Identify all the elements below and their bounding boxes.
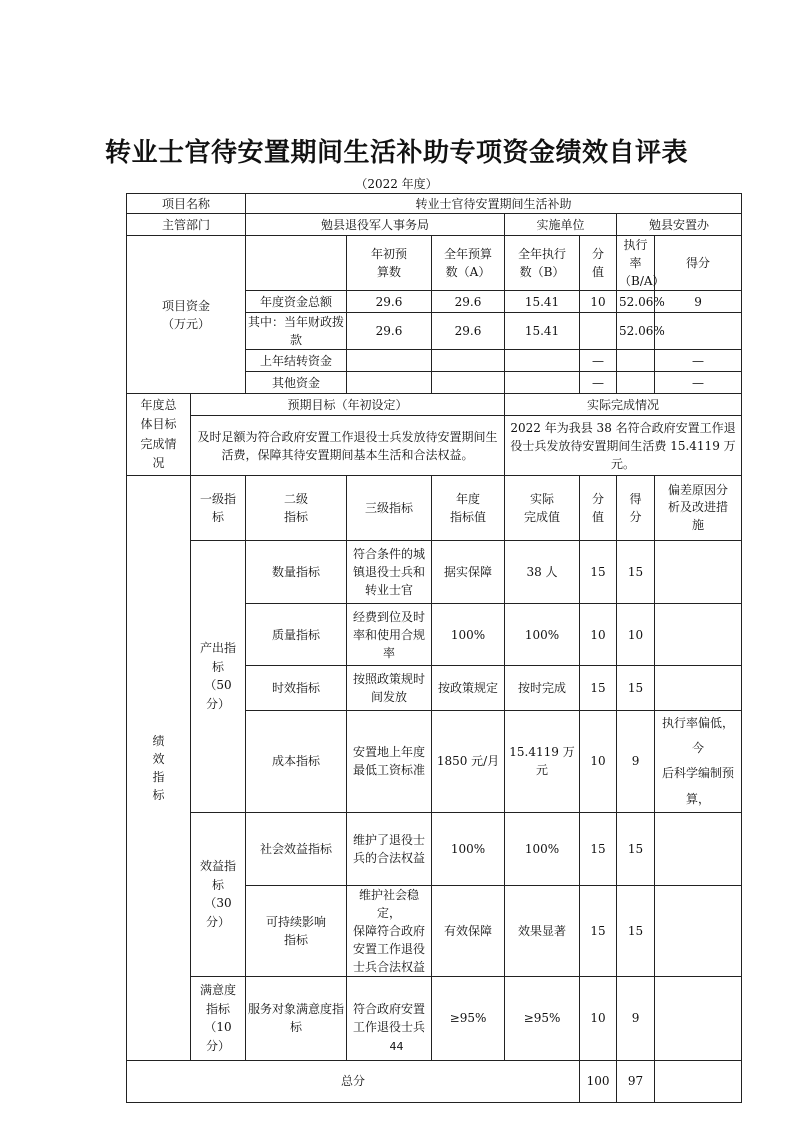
funds-exec xyxy=(505,350,580,372)
indicator-row xyxy=(127,812,742,885)
funds-row-label: 其中：当年财政拨款 xyxy=(246,313,347,350)
funds-got: 9 xyxy=(655,291,742,313)
level2-indicator: 质量指标 xyxy=(246,604,347,666)
col-initial-header: 年初预 算数 xyxy=(347,236,432,291)
funds-row-label: 其他资金 xyxy=(246,372,347,394)
funds-initial xyxy=(347,372,432,394)
indicator-row xyxy=(127,541,742,604)
funds-rate: 52.06% xyxy=(617,291,655,313)
actual-value-header: 实际 完成值 xyxy=(505,476,580,541)
score-header: 分 值 xyxy=(580,476,617,541)
level3-indicator: 维护了退役士 兵的合法权益 xyxy=(347,812,432,885)
funds-rate xyxy=(617,350,655,372)
level3-indicator: 维护社会稳定， 保障符合政府 安置工作退役 士兵合法权益 xyxy=(347,885,432,976)
page-title: 转业士官待安置期间生活补助专项资金绩效自评表 xyxy=(104,138,688,168)
level2-indicator: 成本指标 xyxy=(246,711,347,813)
department-label: 主管部门 xyxy=(127,214,246,236)
funds-full xyxy=(432,350,505,372)
year-label: （2022 年度） xyxy=(355,177,438,191)
score-value: 15 xyxy=(580,541,617,604)
funds-score xyxy=(580,313,617,350)
funds-full: 29.6 xyxy=(432,291,505,313)
target-value: 有效保障 xyxy=(432,885,505,976)
funds-got: — xyxy=(655,350,742,372)
deviation-reason xyxy=(655,885,742,976)
funds-full: 29.6 xyxy=(432,313,505,350)
level2-indicator: 可持续影响 指标 xyxy=(246,885,347,976)
funds-rate: 52.06% xyxy=(617,313,655,350)
actual-value: 38 人 xyxy=(505,541,580,604)
project-name-label: 项目名称 xyxy=(127,194,246,214)
got-value: 10 xyxy=(617,604,655,666)
target-header: 年度 指标值 xyxy=(432,476,505,541)
actual-header: 实际完成情况 xyxy=(505,394,742,416)
expected-goal-text: 及时足额为符合政府安置工作退役士兵发放待安置期间生活费，保障其待安置期间基本生活和合法权益。 xyxy=(191,416,505,476)
actual-value: 15.4119 万 元 xyxy=(505,711,580,813)
got-value: 9 xyxy=(617,711,655,813)
level3-indicator: 符合政府安置 工作退役士兵 xyxy=(347,976,432,1060)
funds-initial: 29.6 xyxy=(347,291,432,313)
col-full-header: 全年预算 数（A） xyxy=(432,236,505,291)
self-evaluation-table xyxy=(126,193,742,1103)
level3-indicator: 经费到位及时 率和使用合规 率 xyxy=(347,604,432,666)
department-value: 勉县退役军人事务局 xyxy=(246,214,505,236)
level3-indicator: 按照政策规时 间发放 xyxy=(347,666,432,711)
deviation-reason xyxy=(655,666,742,711)
page-number: 44 xyxy=(389,1040,404,1053)
funds-rate xyxy=(617,372,655,394)
group-name: 效益指 标 （30 分） xyxy=(191,812,246,976)
level1-header: 一级指 标 xyxy=(191,476,246,541)
deviation-reason xyxy=(655,541,742,604)
target-value: 按政策规定 xyxy=(432,666,505,711)
funds-exec: 15.41 xyxy=(505,291,580,313)
total-got: 97 xyxy=(617,1060,655,1102)
funds-score: — xyxy=(580,372,617,394)
col-exec-header: 全年执行 数（B） xyxy=(505,236,580,291)
funds-exec xyxy=(505,372,580,394)
score-value: 15 xyxy=(580,885,617,976)
total-reason xyxy=(655,1060,742,1102)
funds-row-label: 上年结转资金 xyxy=(246,350,347,372)
funds-exec: 15.41 xyxy=(505,313,580,350)
level2-indicator: 服务对象满意度指 标 xyxy=(246,976,347,1060)
reason-header: 偏差原因分 析及改进措 施 xyxy=(655,476,742,541)
level3-header: 三级指标 xyxy=(347,476,432,541)
overall-goal-label: 年度总 体目标 完成情 况 xyxy=(127,394,191,476)
score-value: 10 xyxy=(580,976,617,1060)
score-value: 10 xyxy=(580,604,617,666)
project-name-value: 转业士官待安置期间生活补助 xyxy=(246,194,742,214)
target-value: 100% xyxy=(432,812,505,885)
got-header: 得 分 xyxy=(617,476,655,541)
actual-value: 100% xyxy=(505,812,580,885)
got-value: 15 xyxy=(617,885,655,976)
target-value: ≥95% xyxy=(432,976,505,1060)
level3-indicator: 符合条件的城 镇退役士兵和 转业士官 xyxy=(347,541,432,604)
score-value: 15 xyxy=(580,812,617,885)
col-score-header: 分 值 xyxy=(580,236,617,291)
actual-value: ≥95% xyxy=(505,976,580,1060)
target-value: 100% xyxy=(432,604,505,666)
actual-value: 效果显著 xyxy=(505,885,580,976)
actual-value: 100% xyxy=(505,604,580,666)
funds-corner xyxy=(246,236,347,291)
funds-full xyxy=(432,372,505,394)
deviation-reason xyxy=(655,812,742,885)
level2-indicator: 时效指标 xyxy=(246,666,347,711)
level3-indicator: 安置地上年度 最低工资标准 xyxy=(347,711,432,813)
impl-unit-label: 实施单位 xyxy=(505,214,617,236)
impl-unit-value: 勉县安置办 xyxy=(617,214,742,236)
funds-score: — xyxy=(580,350,617,372)
funds-initial xyxy=(347,350,432,372)
level2-indicator: 数量指标 xyxy=(246,541,347,604)
total-label: 总分 xyxy=(127,1060,580,1102)
score-value: 10 xyxy=(580,711,617,813)
funds-got xyxy=(655,313,742,350)
target-value: 据实保障 xyxy=(432,541,505,604)
got-value: 15 xyxy=(617,541,655,604)
performance-indicators-label: 绩 效 指 标 xyxy=(127,476,191,1061)
target-value: 1850 元/月 xyxy=(432,711,505,813)
actual-text: 2022 年为我县 38 名符合政府安置工作退役士兵发放待安置期间生活费 15.4119 万元。 xyxy=(505,416,742,476)
got-value: 15 xyxy=(617,812,655,885)
group-name: 满意度 指标 （10 分） xyxy=(191,976,246,1060)
col-rate-header: 执行率 （B/A） xyxy=(617,236,655,291)
expected-goal-header: 预期目标（年初设定） xyxy=(191,394,505,416)
funds-label: 项目资金 （万元） xyxy=(127,236,246,394)
col-got-header: 得分 xyxy=(655,236,742,291)
funds-row-label: 年度资金总额 xyxy=(246,291,347,313)
score-value: 15 xyxy=(580,666,617,711)
funds-got: — xyxy=(655,372,742,394)
got-value: 9 xyxy=(617,976,655,1060)
group-name: 产出指 标 （50 分） xyxy=(191,541,246,813)
got-value: 15 xyxy=(617,666,655,711)
funds-initial: 29.6 xyxy=(347,313,432,350)
deviation-reason xyxy=(655,604,742,666)
deviation-reason: 执行率偏低，今 后科学编制预 算， xyxy=(655,711,742,813)
level2-indicator: 社会效益指标 xyxy=(246,812,347,885)
level2-header: 二级 指标 xyxy=(246,476,347,541)
funds-score: 10 xyxy=(580,291,617,313)
total-score: 100 xyxy=(580,1060,617,1102)
actual-value: 按时完成 xyxy=(505,666,580,711)
